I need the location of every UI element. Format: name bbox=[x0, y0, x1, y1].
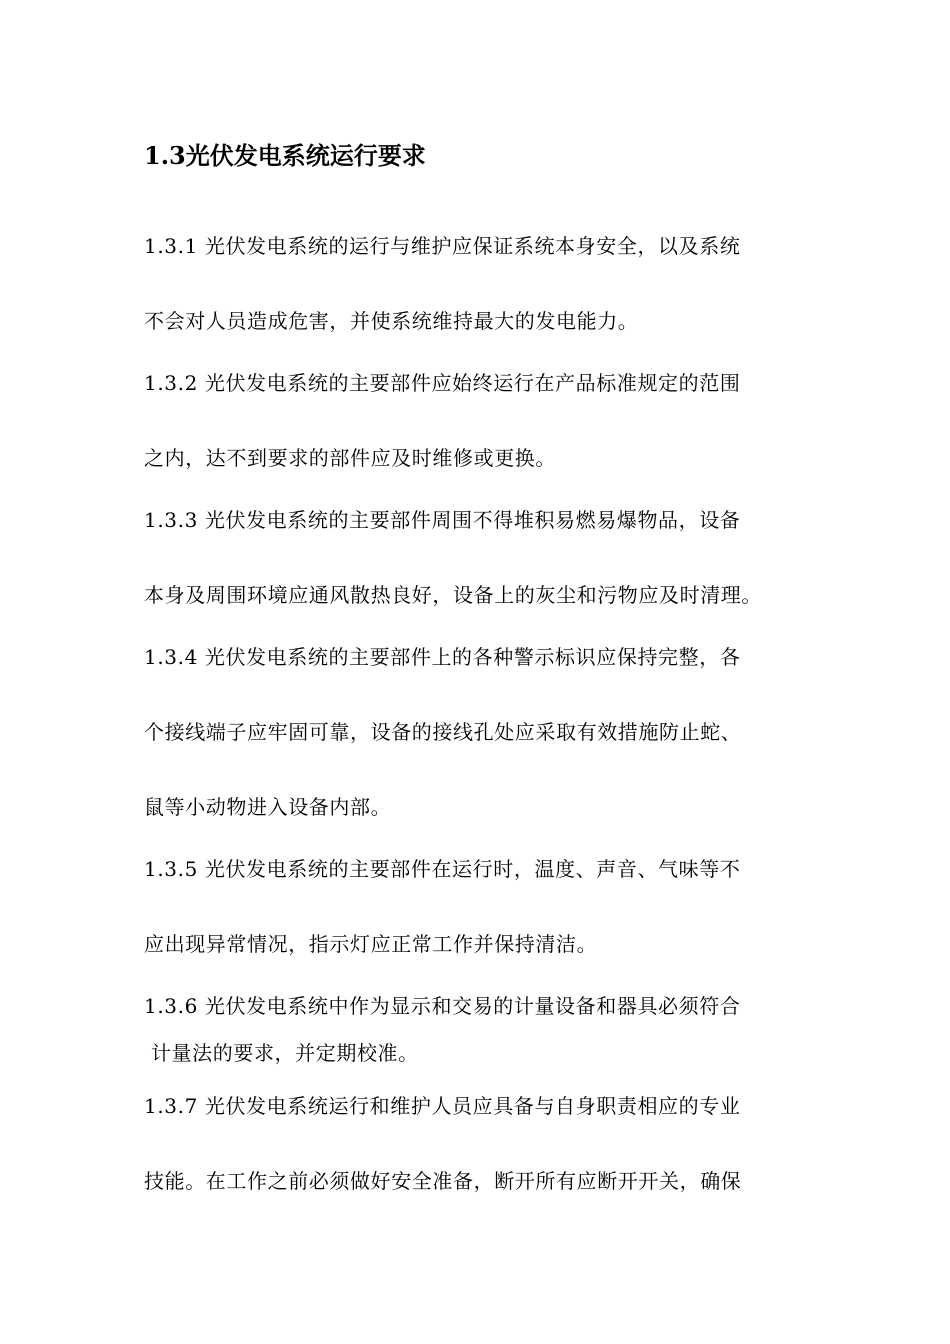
paragraph-line: 个接线端子应牢固可靠，设备的接线孔处应采取有效措施防止蛇、 bbox=[144, 720, 742, 744]
paragraph-line: 本身及周围环境应通风散热良好，设备上的灰尘和污物应及时清理。 bbox=[144, 583, 762, 607]
paragraph-line: 1.3.7 光伏发电系统运行和维护人员应具备与自身职责相应的专业 bbox=[144, 1094, 741, 1118]
paragraph-line: 1.3.5 光伏发电系统的主要部件在运行时，温度、声音、气味等不 bbox=[144, 857, 741, 881]
paragraph-line: 之内，达不到要求的部件应及时维修或更换。 bbox=[144, 446, 556, 470]
paragraph-line: 应出现异常情况，指示灯应正常工作并保持清洁。 bbox=[144, 932, 598, 956]
paragraph-line: 1.3.6 光伏发电系统中作为显示和交易的计量设备和器具必须符合 bbox=[144, 994, 741, 1018]
paragraph-line: 不会对人员造成危害，并使系统维持最大的发电能力。 bbox=[144, 309, 639, 333]
paragraph-line: 1.3.4 光伏发电系统的主要部件上的各种警示标识应保持完整，各 bbox=[144, 645, 741, 669]
paragraph-line: 计量法的要求，并定期校准。 bbox=[144, 1041, 419, 1065]
paragraph-line: 1.3.1 光伏发电系统的运行与维护应保证系统本身安全，以及系统 bbox=[144, 234, 741, 258]
paragraph-line: 1.3.3 光伏发电系统的主要部件周围不得堆积易燃易爆物品，设备 bbox=[144, 508, 741, 532]
paragraph-line: 鼠等小动物进入设备内部。 bbox=[144, 795, 392, 819]
paragraph-line: 技能。在工作之前必须做好安全准备，断开所有应断开开关，确保 bbox=[144, 1169, 742, 1193]
paragraph-line: 1.3.2 光伏发电系统的主要部件应始终运行在产品标准规定的范围 bbox=[144, 371, 741, 395]
section-heading: 1.3光伏发电系统运行要求 bbox=[144, 141, 426, 170]
